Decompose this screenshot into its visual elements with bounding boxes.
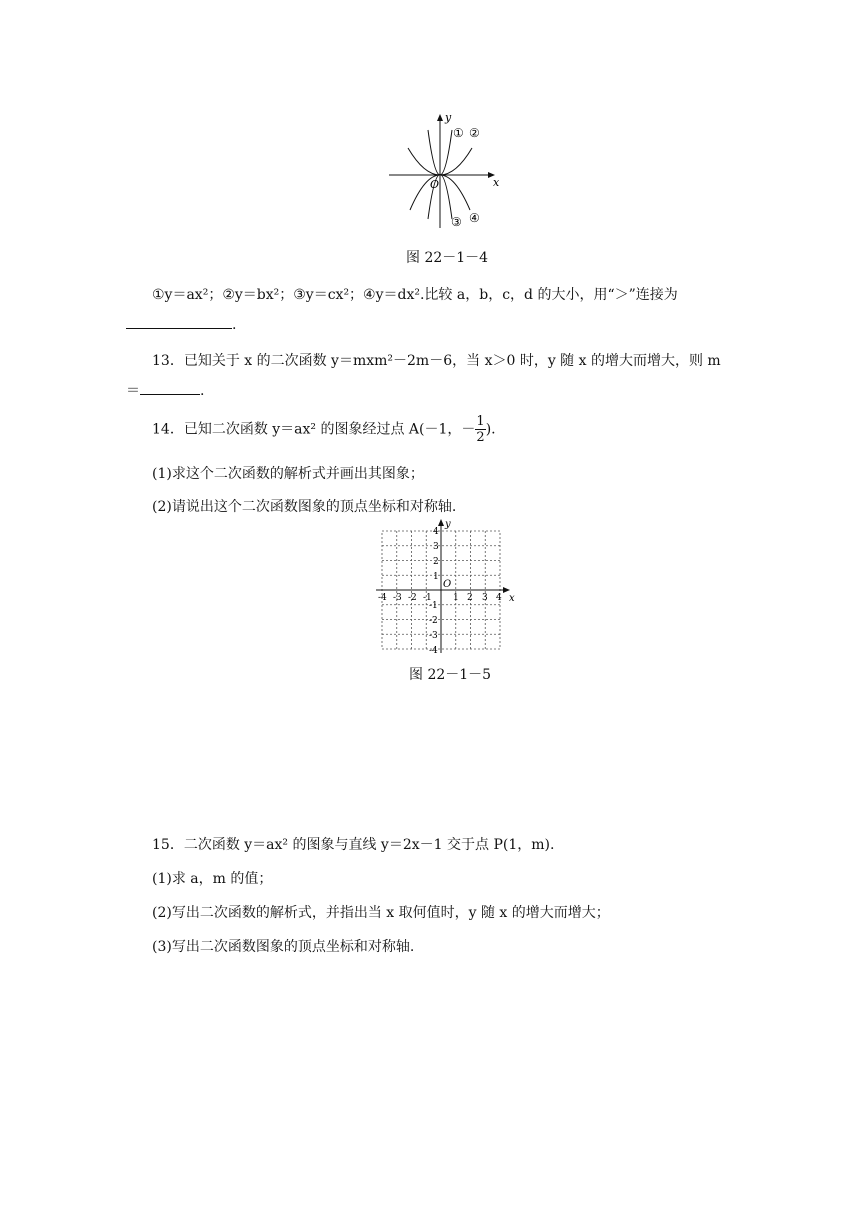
fraction-numerator: 1 bbox=[476, 414, 485, 429]
origin-label: O bbox=[443, 579, 452, 590]
question-13-answer-line bbox=[126, 380, 204, 400]
question-15-part-2: (2)写出二次函数的解析式，并指出当 x 取何值时，y 随 x 的增大而增大； bbox=[152, 905, 610, 921]
y-tick-label: 3 bbox=[433, 542, 439, 552]
question-14-stem bbox=[152, 415, 496, 444]
stem-text-end: ). bbox=[485, 421, 496, 438]
answer-blank[interactable] bbox=[140, 380, 200, 395]
sentence-end: . bbox=[200, 383, 205, 399]
sentence-end: . bbox=[232, 317, 237, 333]
question-14-part-1: (1)求这个二次函数的解析式并画出其图象； bbox=[152, 466, 424, 482]
fraction bbox=[475, 415, 485, 444]
question-12-text: ①y＝ax²；②y＝bx²；③y＝cx²；④y＝dx².比较 a，b，c，d 的大小，用“＞”连接为 bbox=[152, 287, 678, 303]
x-tick-label: -1 bbox=[423, 593, 432, 603]
curve-label-2: ② bbox=[469, 126, 480, 140]
y-tick-label: -2 bbox=[429, 616, 438, 626]
y-tick-label: 1 bbox=[433, 572, 439, 582]
curve-label-3: ③ bbox=[451, 215, 462, 229]
y-axis-label: y bbox=[445, 519, 451, 530]
figure-caption: 图 22－1－4 bbox=[406, 250, 489, 266]
curve-label-4: ④ bbox=[469, 211, 480, 225]
y-tick-label: 4 bbox=[433, 527, 439, 537]
question-15-part-1: (1)求 a，m 的值； bbox=[152, 871, 273, 887]
x-axis-label: x bbox=[493, 176, 500, 189]
parabola-figure bbox=[385, 108, 510, 233]
figure-caption: 图 22－1－5 bbox=[409, 667, 492, 683]
fraction-denominator: 2 bbox=[476, 430, 485, 445]
y-axis-arrow bbox=[437, 114, 443, 121]
y-axis-arrow bbox=[438, 519, 444, 526]
x-tick-label: 2 bbox=[467, 593, 473, 603]
y-tick-label: 2 bbox=[433, 557, 439, 567]
question-15-stem: 15．二次函数 y＝ax² 的图象与直线 y＝2x－1 交于点 P(1，m). bbox=[152, 837, 555, 853]
y-axis-label: y bbox=[445, 111, 452, 124]
question-15-part-3: (3)写出二次函数图象的顶点坐标和对称轴. bbox=[152, 939, 415, 955]
origin-label: O bbox=[430, 178, 440, 191]
x-tick-label: 3 bbox=[482, 593, 488, 603]
question-14-part-2: (2)请说出这个二次函数图象的顶点坐标和对称轴. bbox=[152, 499, 457, 515]
curve-label-1: ① bbox=[453, 126, 464, 140]
x-tick-label: 4 bbox=[496, 593, 502, 603]
stem-text: 14．已知二次函数 y＝ax² 的图象经过点 A(－1，－ bbox=[152, 421, 476, 438]
x-tick-label: -2 bbox=[408, 593, 417, 603]
x-axis-label: x bbox=[509, 593, 515, 604]
question-12-answer-line bbox=[126, 314, 236, 333]
x-tick-label: -3 bbox=[393, 593, 402, 603]
equals-sign: ＝ bbox=[126, 383, 140, 399]
y-tick-label: -3 bbox=[429, 631, 438, 641]
question-13-text: 13．已知关于 x 的二次函数 y＝mxm²－2m－6，当 x＞0 时，y 随 x 的增大而增大，则 m bbox=[152, 353, 721, 369]
answer-blank[interactable] bbox=[126, 314, 232, 329]
coordinate-grid-figure bbox=[370, 517, 520, 659]
y-tick-label: -4 bbox=[429, 646, 438, 656]
y-tick-label: -1 bbox=[429, 601, 438, 611]
x-tick-label: -4 bbox=[378, 593, 387, 603]
x-tick-label: 1 bbox=[453, 593, 459, 603]
